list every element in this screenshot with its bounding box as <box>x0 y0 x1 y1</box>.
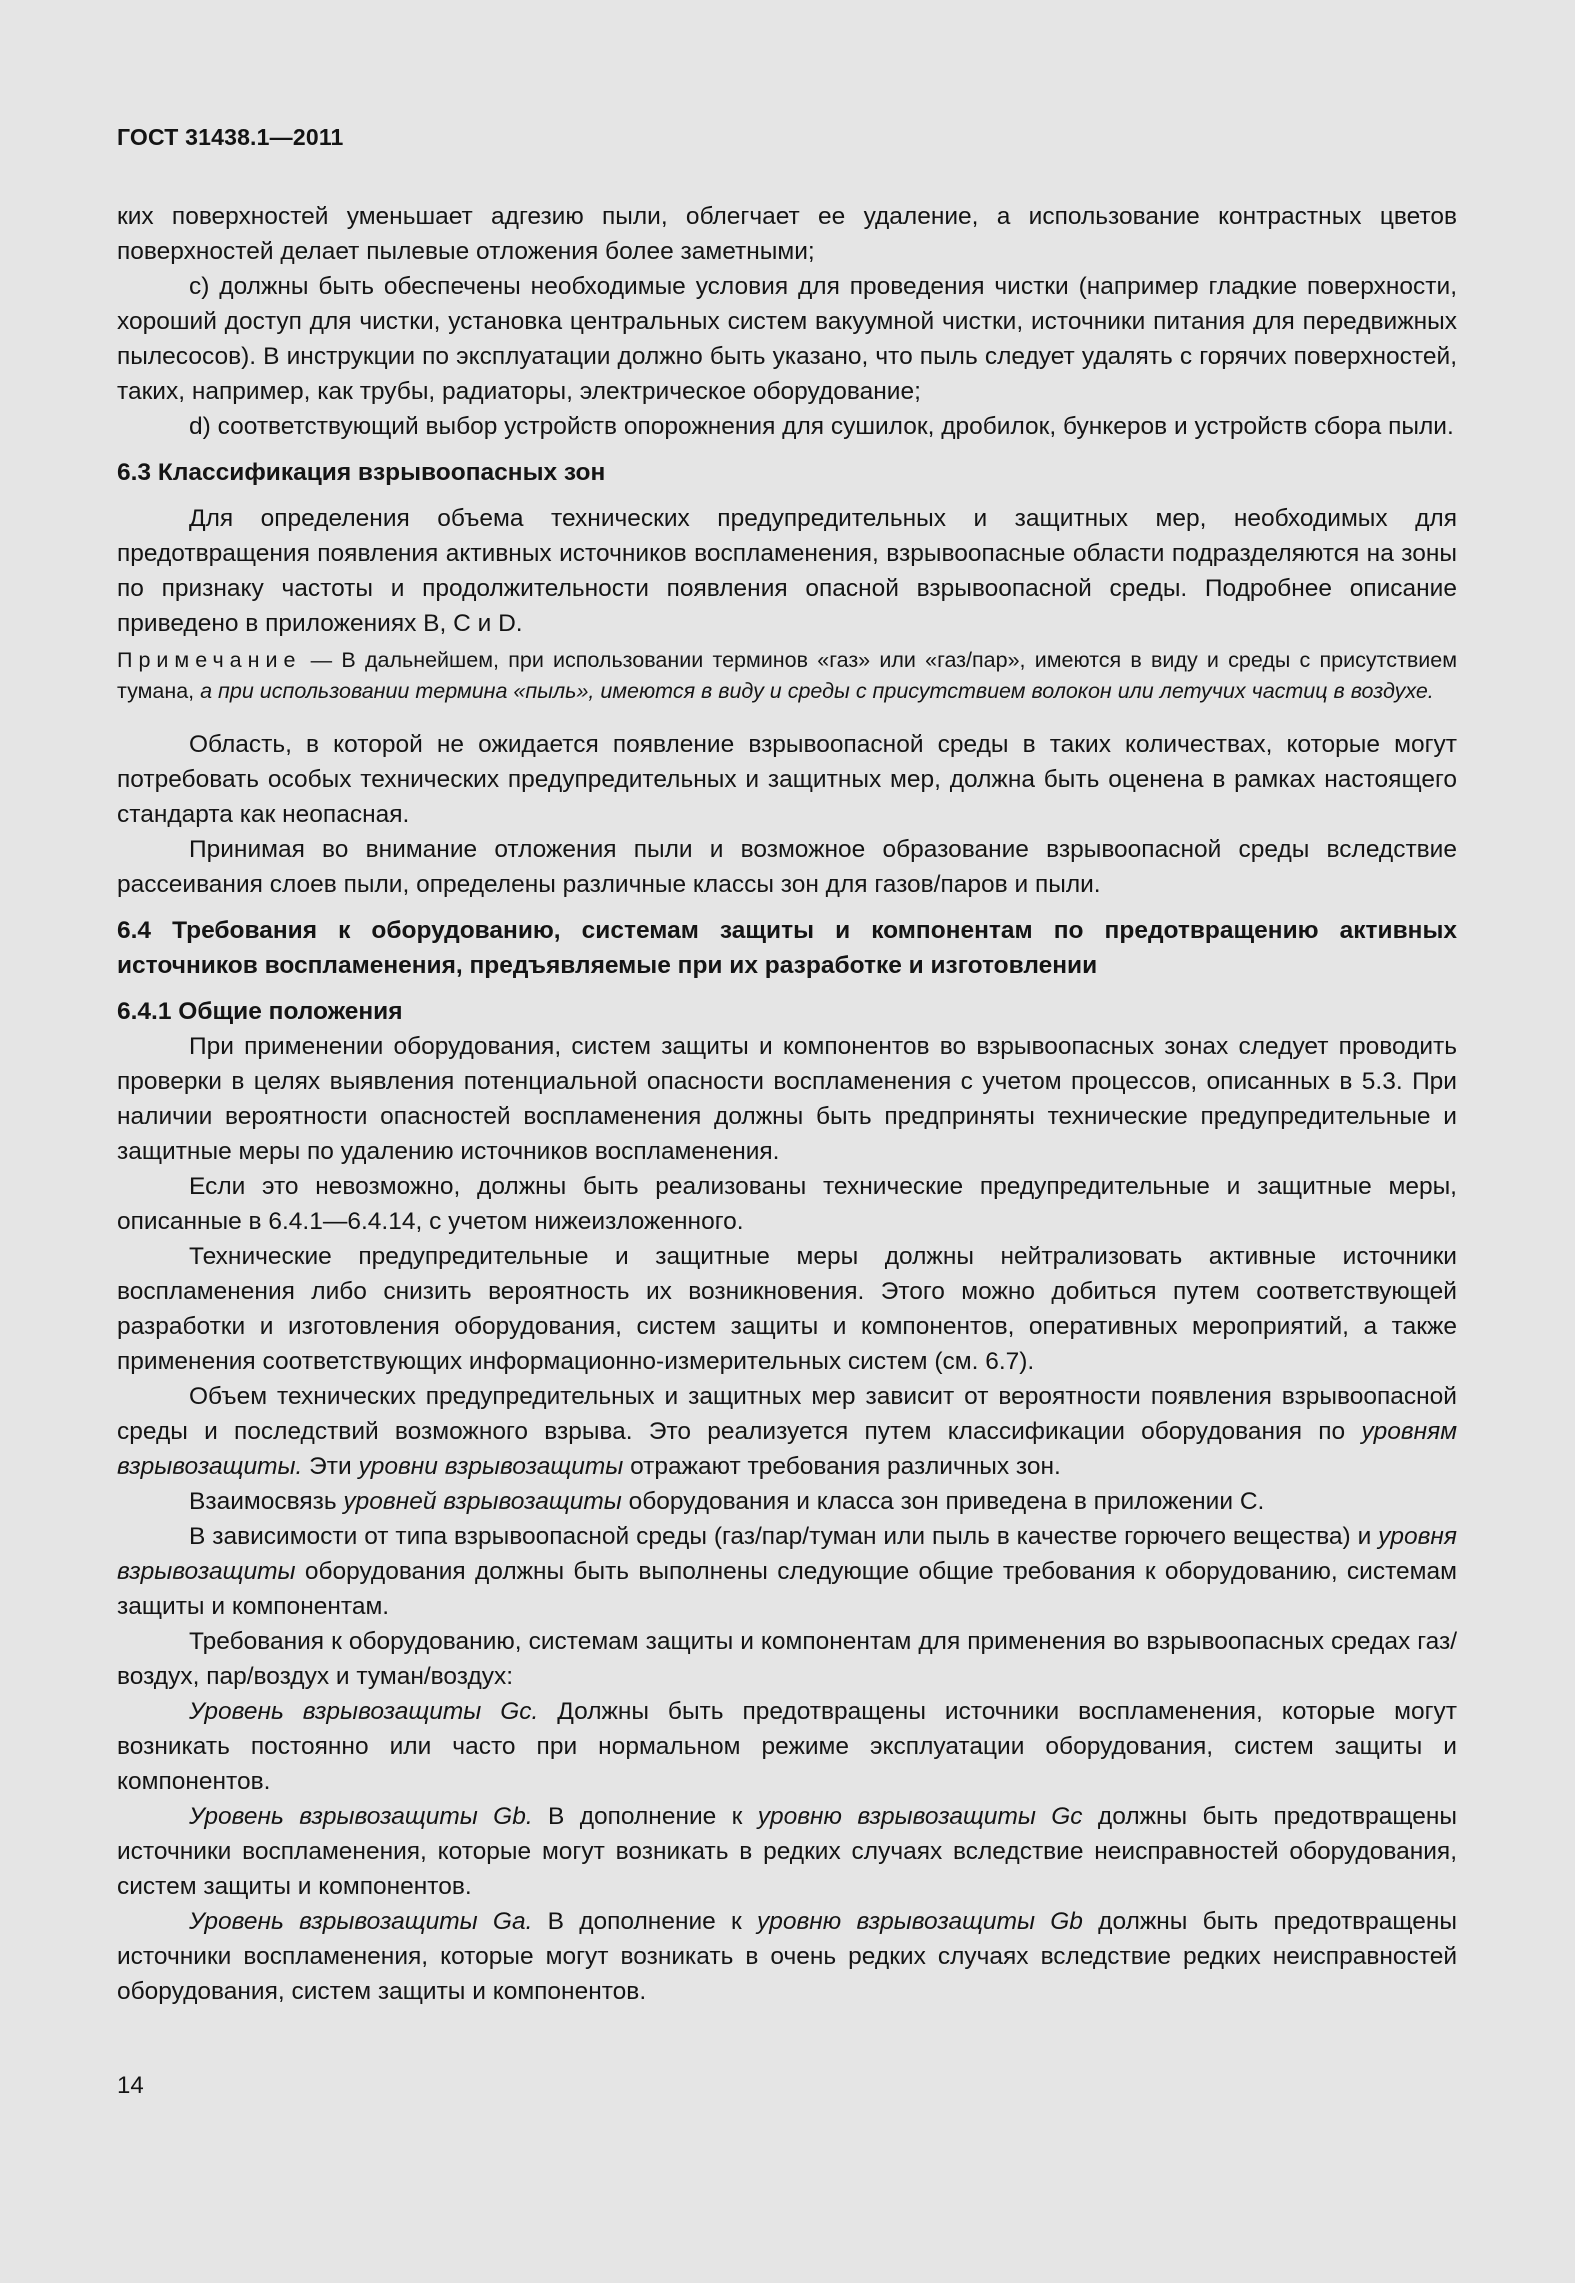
list-item-d: d) соответствующий выбор устройств опорожнения для сушилок, дробилок, бункеров и устройств сбора пыли. <box>189 413 1454 440</box>
text-run: Объем технических предупредительных и защитных мер зависит от вероятности появления взрывоопасной среды и последствий возможного взрыва. Это реализуется путем классификации оборудования по <box>117 1383 1457 1445</box>
protection-level-gc <box>117 1694 1457 1799</box>
text-run-italic: Уровень взрывозащиты Ga. <box>189 1908 533 1935</box>
text-run-italic: уровней взрывозащиты <box>343 1488 622 1515</box>
page-number: 14 <box>117 2072 144 2099</box>
text-run: Взаимосвязь <box>189 1488 344 1515</box>
paragraph: ких поверхностей уменьшает адгезию пыли, облегчает ее удаление, а использование контрастных цветов поверхностей делает пылевые отложения более заметными; <box>117 203 1457 265</box>
text-run-italic: уровня взрывозащиты <box>117 1523 1457 1585</box>
note <box>117 645 1457 707</box>
section-heading-6-3: 6.3 Классификация взрывоопасных зон <box>117 459 606 486</box>
text-run: отражают требования различных зон. <box>623 1453 1061 1480</box>
note-text-italic: а при использовании термина «пыль», имеются в виду и среды с присутствием волокон или летучих частиц в воздухе. <box>200 679 1434 703</box>
document-code-header: ГОСТ 31438.1—2011 <box>117 124 344 150</box>
text-run: оборудования и класса зон приведена в приложении C. <box>621 1488 1265 1515</box>
text-run: Эти <box>302 1453 359 1480</box>
text-run: должны быть предотвращены источники воспламенения, которые могут возникать в редких случаях вследствие неисправностей оборудования, систем защиты и компонентов. <box>117 1803 1457 1900</box>
note-text: — В дальнейшем, при использовании терминов «газ» или «газ/пар», имеются в виду и среды с присутствием тумана, <box>117 648 1457 703</box>
text-run-italic: уровню взрывозащиты Gc <box>757 1803 1083 1830</box>
text-run-italic: Уровень взрывозащиты Gb. <box>189 1803 533 1830</box>
text-run-italic: уровни взрывозащиты <box>358 1453 624 1480</box>
subsection-heading-6-4-1: 6.4.1 Общие положения <box>117 998 403 1025</box>
document-body <box>117 199 1457 2009</box>
paragraph: При применении оборудования, систем защиты и компонентов во взрывоопасных зонах следует проводить проверки в целях выявления потенциальной опасности воспламенения с учетом процессов, описанных в 5.3. При наличии вероятности опасностей воспламенения должны быть предприняты технические предупредительные и защитные меры по удалению источников воспламенения. <box>117 1033 1457 1165</box>
text-run: В дополнение к <box>532 1803 758 1830</box>
paragraph: Для определения объема технических предупредительных и защитных мер, необходимых для предотвращения появления активных источников воспламенения, взрывоопасные области подразделяются на зоны по признаку частоты и продолжительности появления опасной взрывоопасной среды. Подробнее описание приведено в приложениях B, C и D. <box>117 505 1457 637</box>
text-run: В зависимости от типа взрывоопасной среды (газ/пар/туман или пыль в качестве горючего вещества) и <box>189 1523 1379 1550</box>
text-run: В дополнение к <box>532 1908 758 1935</box>
text-run: оборудования должны быть выполнены следующие общие требования к оборудованию, системам защиты и компонентам. <box>117 1558 1457 1620</box>
paragraph <box>117 1484 1457 1519</box>
text-run: должны быть предотвращены источники воспламенения, которые могут возникать в очень редких случаях вследствие редких неисправностей оборудования, систем защиты и компонентов. <box>117 1908 1457 2005</box>
paragraph: Технические предупредительные и защитные меры должны нейтрализовать активные источники воспламенения либо снизить вероятность их возникновения. Этого можно добиться путем соответствующей разработки и изготовления оборудования, систем защиты и компонентов, оперативных мероприятий, а также применения соответствующих информационно-измерительных систем (см. 6.7). <box>117 1243 1457 1375</box>
paragraph <box>117 1379 1457 1484</box>
text-run-italic: уровням взрывозащиты. <box>117 1418 1457 1480</box>
text-run-italic: уровню взрывозащиты Gb <box>757 1908 1083 1935</box>
paragraph: Требования к оборудованию, системам защиты и компонентам для применения во взрывоопасных средах газ/воздух, пар/воздух и туман/воздух: <box>117 1628 1457 1690</box>
text-run-italic: Уровень взрывозащиты Gc. <box>189 1698 539 1725</box>
paragraph <box>117 1519 1457 1624</box>
protection-level-gb <box>117 1799 1457 1904</box>
section-heading-6-4: 6.4 Требования к оборудованию, системам защиты и компонентам по предотвращению активных источников воспламенения, предъявляемые при их разработке и изготовлении <box>117 917 1457 979</box>
text-run: Должны быть предотвращены источники воспламенения, которые могут возникать постоянно или часто при нормальном режиме эксплуатации оборудования, систем защиты и компонентов. <box>117 1698 1457 1795</box>
protection-level-ga <box>117 1904 1457 2009</box>
paragraph: Область, в которой не ожидается появление взрывоопасной среды в таких количествах, которые могут потребовать особых технических предупредительных и защитных мер, должна быть оценена в рамках настоящего стандарта как неопасная. <box>117 731 1457 828</box>
paragraph: Принимая во внимание отложения пыли и возможное образование взрывоопасной среды вследствие рассеивания слоев пыли, определены различные классы зон для газов/паров и пыли. <box>117 836 1457 898</box>
list-item-c: c) должны быть обеспечены необходимые условия для проведения чистки (например гладкие поверхности, хороший доступ для чистки, установка центральных систем вакуумной чистки, источники питания для передвижных пылесосов). В инструкции по эксплуатации должно быть указано, что пыль следует удалять с горячих поверхностей, таких, например, как трубы, радиаторы, электрическое оборудование; <box>117 273 1457 405</box>
note-label: Примечание <box>117 648 302 672</box>
paragraph: Если это невозможно, должны быть реализованы технические предупредительные и защитные меры, описанные в 6.4.1—6.4.14, с учетом нижеизложенного. <box>117 1173 1457 1235</box>
